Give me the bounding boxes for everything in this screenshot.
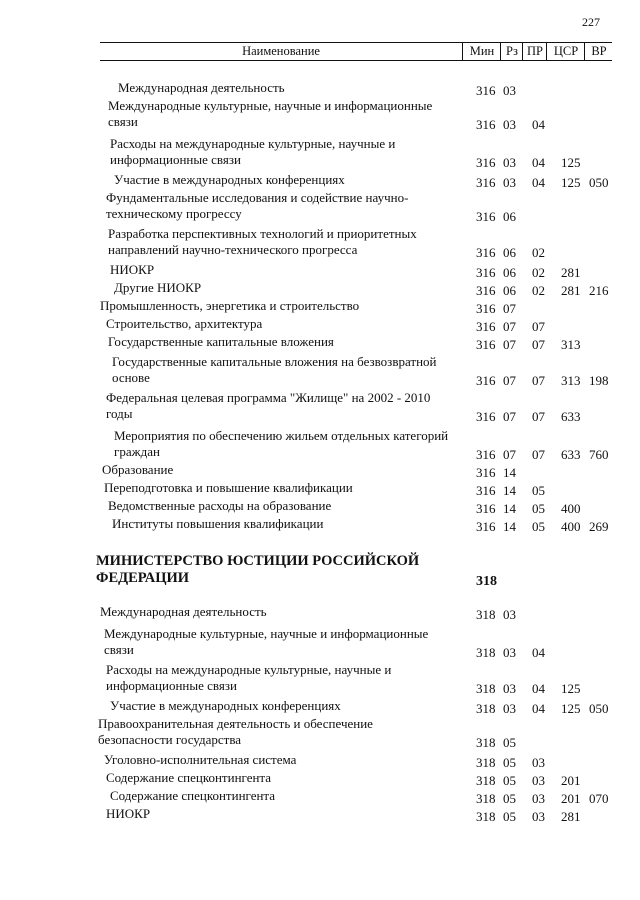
page-number: 227 xyxy=(582,15,600,29)
code-min: 316 xyxy=(476,447,496,462)
code-rz: 07 xyxy=(503,319,516,334)
header-vr: ВР xyxy=(584,43,613,60)
code-min: 318 xyxy=(476,701,496,716)
row-name: Ведомственные расходы на образование xyxy=(108,498,332,513)
code-min: 316 xyxy=(476,301,496,316)
code-pr: 04 xyxy=(532,117,545,132)
code-min: 316 xyxy=(476,465,496,480)
code-rz: 05 xyxy=(503,773,516,788)
code-csr: 281 xyxy=(561,265,581,280)
code-min: 318 xyxy=(476,809,496,824)
row-name: Расходы на международные культурные, научные и информационные связи xyxy=(110,136,396,167)
code-pr: 04 xyxy=(532,155,545,170)
code-rz: 03 xyxy=(503,681,516,696)
header-min: Мин xyxy=(462,43,501,60)
code-min: 316 xyxy=(476,265,496,280)
code-pr: 07 xyxy=(532,337,545,352)
code-pr: 07 xyxy=(532,447,545,462)
table-header xyxy=(100,42,612,61)
row-name: Международные культурные, научные и информационные связи xyxy=(104,626,429,657)
code-pr: 05 xyxy=(532,501,545,516)
code-pr: 02 xyxy=(532,283,545,298)
row-name: Федеральная целевая программа "Жилище" на 2002 - 2010 годы xyxy=(106,390,431,421)
code-rz: 06 xyxy=(503,283,516,298)
code-min: 316 xyxy=(476,319,496,334)
code-min: 316 xyxy=(476,283,496,298)
code-min: 318 xyxy=(476,607,496,622)
row-name: Международная деятельность xyxy=(118,80,285,95)
code-min: 316 xyxy=(476,373,496,388)
code-rz: 14 xyxy=(503,501,516,516)
row-name: НИОКР xyxy=(106,806,151,821)
code-pr: 04 xyxy=(532,645,545,660)
row-name: Содержание спецконтингента xyxy=(110,788,276,803)
code-vr: 070 xyxy=(589,791,609,806)
code-min: 318 xyxy=(476,735,496,750)
row-name: Промышленность, энергетика и строительство xyxy=(100,298,360,313)
code-min: 318 xyxy=(476,773,496,788)
code-rz: 03 xyxy=(503,175,516,190)
code-pr: 07 xyxy=(532,319,545,334)
code-csr: 125 xyxy=(561,175,581,190)
code-csr: 125 xyxy=(561,155,581,170)
row-name: Государственные капитальные вложения на безвозвратной основе xyxy=(112,354,437,385)
code-rz: 06 xyxy=(503,265,516,280)
code-min: 316 xyxy=(476,83,496,98)
header-pr: ПР xyxy=(522,43,547,60)
code-pr: 05 xyxy=(532,483,545,498)
code-pr: 07 xyxy=(532,373,545,388)
code-rz: 06 xyxy=(503,245,516,260)
code-csr: 313 xyxy=(561,373,581,388)
code-rz: 07 xyxy=(503,447,516,462)
row-name: Переподготовка и повышение квалификации xyxy=(104,480,353,495)
code-rz: 03 xyxy=(503,155,516,170)
row-name: Международные культурные, научные и информационные связи xyxy=(108,98,433,129)
code-min: 316 xyxy=(476,245,496,260)
code-rz: 03 xyxy=(503,701,516,716)
code-min: 316 xyxy=(476,155,496,170)
code-rz: 06 xyxy=(503,209,516,224)
code-rz: 05 xyxy=(503,735,516,750)
code-vr: 050 xyxy=(589,701,609,716)
row-name: Государственные капитальные вложения xyxy=(108,334,334,349)
code-pr: 03 xyxy=(532,791,545,806)
code-pr: 04 xyxy=(532,701,545,716)
row-name: Образование xyxy=(102,462,174,477)
code-rz: 05 xyxy=(503,755,516,770)
row-name: Расходы на международные культурные, научные и информационные связи xyxy=(106,662,392,693)
code-min: 318 xyxy=(476,755,496,770)
row-name: Институты повышения квалификации xyxy=(112,516,324,531)
code-csr: 400 xyxy=(561,501,581,516)
code-min: 318 xyxy=(476,574,497,589)
code-pr: 02 xyxy=(532,245,545,260)
row-name: Содержание спецконтингента xyxy=(106,770,272,785)
code-min: 318 xyxy=(476,791,496,806)
code-vr: 216 xyxy=(589,283,609,298)
code-csr: 400 xyxy=(561,519,581,534)
code-rz: 03 xyxy=(503,645,516,660)
code-csr: 125 xyxy=(561,681,581,696)
code-rz: 14 xyxy=(503,483,516,498)
row-name: Фундаментальные исследования и содействие научно-техническому прогрессу xyxy=(106,190,409,221)
code-csr: 281 xyxy=(561,283,581,298)
row-name: Другие НИОКР xyxy=(114,280,202,295)
row-name: Участие в международных конференциях xyxy=(114,172,345,187)
header-csr: ЦСР xyxy=(546,43,585,60)
code-csr: 313 xyxy=(561,337,581,352)
code-pr: 04 xyxy=(532,681,545,696)
code-min: 316 xyxy=(476,209,496,224)
code-min: 316 xyxy=(476,175,496,190)
code-rz: 03 xyxy=(503,607,516,622)
code-rz: 03 xyxy=(503,83,516,98)
code-vr: 050 xyxy=(589,175,609,190)
header-name: Наименование xyxy=(242,44,320,58)
code-csr: 125 xyxy=(561,701,581,716)
code-pr: 03 xyxy=(532,809,545,824)
code-pr: 04 xyxy=(532,175,545,190)
row-name: НИОКР xyxy=(110,262,155,277)
code-pr: 03 xyxy=(532,773,545,788)
code-rz: 05 xyxy=(503,791,516,806)
code-vr: 269 xyxy=(589,519,609,534)
code-pr: 07 xyxy=(532,409,545,424)
code-csr: 633 xyxy=(561,409,581,424)
code-min: 316 xyxy=(476,117,496,132)
row-name: МИНИСТЕРСТВО ЮСТИЦИИ РОССИЙСКОЙ ФЕДЕРАЦИИ xyxy=(96,553,420,586)
row-name: Участие в международных конференциях xyxy=(110,698,341,713)
code-vr: 760 xyxy=(589,447,609,462)
code-rz: 07 xyxy=(503,409,516,424)
code-rz: 14 xyxy=(503,519,516,534)
code-pr: 02 xyxy=(532,265,545,280)
row-name: Уголовно-исполнительная система xyxy=(104,752,297,767)
code-min: 316 xyxy=(476,483,496,498)
code-csr: 201 xyxy=(561,773,581,788)
code-min: 316 xyxy=(476,409,496,424)
code-pr: 03 xyxy=(532,755,545,770)
code-min: 316 xyxy=(476,501,496,516)
code-rz: 03 xyxy=(503,117,516,132)
code-rz: 07 xyxy=(503,337,516,352)
row-name: Строительство, архитектура xyxy=(106,316,263,331)
code-min: 316 xyxy=(476,337,496,352)
code-min: 318 xyxy=(476,681,496,696)
code-min: 318 xyxy=(476,645,496,660)
code-rz: 14 xyxy=(503,465,516,480)
row-name: Разработка перспективных технологий и приоритетных направлений научно-технического прогресса xyxy=(108,226,417,257)
row-name: Правоохранительная деятельность и обеспечение безопасности государства xyxy=(98,716,373,747)
code-rz: 07 xyxy=(503,373,516,388)
row-name: Международная деятельность xyxy=(100,604,267,619)
code-pr: 05 xyxy=(532,519,545,534)
code-csr: 633 xyxy=(561,447,581,462)
header-rz: Рз xyxy=(500,43,523,60)
code-rz: 05 xyxy=(503,809,516,824)
row-name: Мероприятия по обеспечению жильем отдельных категорий граждан xyxy=(114,428,449,459)
code-min: 316 xyxy=(476,519,496,534)
code-csr: 201 xyxy=(561,791,581,806)
code-rz: 07 xyxy=(503,301,516,316)
code-vr: 198 xyxy=(589,373,609,388)
code-csr: 281 xyxy=(561,809,581,824)
